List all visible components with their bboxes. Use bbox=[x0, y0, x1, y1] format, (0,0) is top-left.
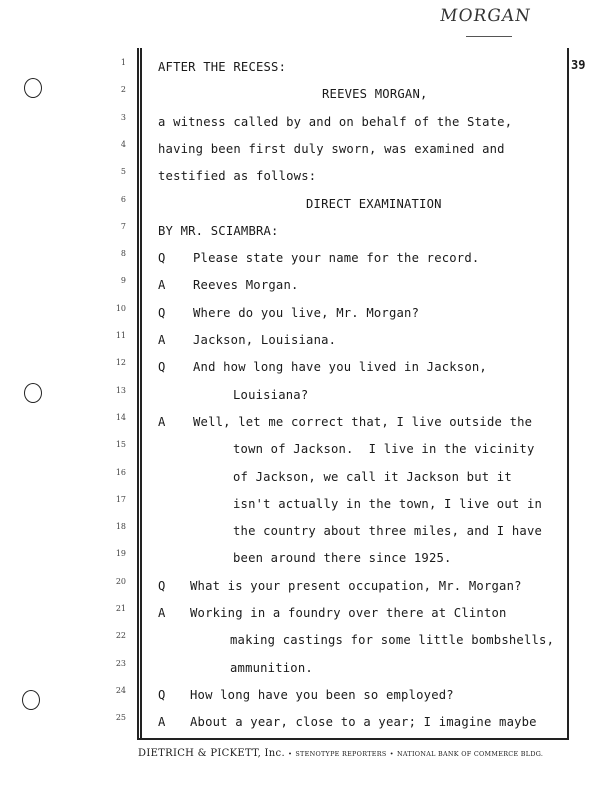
line-number: 24 bbox=[115, 685, 126, 695]
line-number: 16 bbox=[115, 467, 126, 477]
line-number: 4 bbox=[120, 139, 126, 149]
footer-separator: • bbox=[288, 750, 293, 758]
transcript-line: town of Jackson. I live in the vicinity bbox=[233, 442, 535, 457]
question-marker: Q bbox=[158, 251, 166, 266]
transcript-line: Louisiana? bbox=[233, 387, 309, 402]
transcript-line: making castings for some little bombshells, bbox=[230, 633, 555, 648]
left-margin-rule bbox=[137, 48, 139, 738]
answer-marker: A bbox=[158, 715, 166, 730]
line-number: 22 bbox=[115, 631, 126, 641]
line-number: 20 bbox=[115, 576, 126, 586]
line-number: 6 bbox=[120, 194, 126, 204]
answer-marker: A bbox=[158, 606, 166, 620]
transcript-line: of Jackson, we call it Jackson but it bbox=[233, 469, 512, 484]
answer-marker: A bbox=[158, 414, 166, 429]
binder-hole-icon bbox=[22, 690, 40, 710]
line-number: 23 bbox=[115, 658, 126, 668]
answer-marker: A bbox=[158, 333, 166, 347]
transcript-line: REEVES MORGAN, bbox=[322, 87, 428, 102]
transcript-line: having been first duly sworn, was examined and bbox=[158, 141, 505, 156]
transcript-line: the country about three miles, and I have bbox=[233, 524, 543, 539]
transcript-line: Where do you live, Mr. Morgan? bbox=[193, 305, 420, 320]
line-number: 15 bbox=[115, 440, 126, 450]
line-number: 3 bbox=[120, 112, 126, 122]
transcript-line: DIRECT EXAMINATION bbox=[306, 196, 442, 211]
page-number: 39 bbox=[571, 58, 586, 72]
line-number: 7 bbox=[120, 221, 126, 231]
line-number: 12 bbox=[115, 358, 126, 368]
question-marker: Q bbox=[158, 687, 166, 702]
line-number: 9 bbox=[120, 276, 126, 286]
line-number: 13 bbox=[115, 385, 126, 395]
line-number: 25 bbox=[115, 713, 126, 723]
footer-address: NATIONAL BANK OF COMMERCE BLDG. bbox=[396, 750, 544, 758]
transcript-line: AFTER THE RECESS: bbox=[158, 60, 287, 74]
left-margin-rule bbox=[140, 48, 142, 738]
transcript-line: About a year, close to a year; I imagine maybe bbox=[190, 715, 537, 730]
line-number: 5 bbox=[120, 167, 126, 177]
transcript-line: Well, let me correct that, I live outside the bbox=[193, 414, 533, 429]
transcript-line: isn't actually in the town, I live out in bbox=[233, 496, 543, 511]
line-number: 1 bbox=[120, 58, 126, 67]
footer-separator: • bbox=[389, 750, 394, 758]
transcript-line: ammunition. bbox=[230, 660, 313, 675]
transcript-line: Working in a foundry over there at Clinton bbox=[190, 606, 507, 620]
line-number: 21 bbox=[115, 604, 126, 613]
transcript-line: testified as follows: bbox=[158, 169, 317, 184]
line-number: 14 bbox=[115, 412, 126, 422]
binder-hole-icon bbox=[24, 78, 42, 98]
right-margin-rule bbox=[567, 48, 569, 738]
footer-firm: DIETRICH & PICKETT, Inc. bbox=[138, 748, 285, 759]
question-marker: Q bbox=[158, 578, 166, 593]
line-number: 10 bbox=[115, 303, 126, 313]
transcript-line: Please state your name for the record. bbox=[193, 251, 480, 266]
answer-marker: A bbox=[158, 278, 166, 293]
transcript-line: a witness called by and on behalf of the State, bbox=[158, 114, 513, 129]
transcript-line: And how long have you lived in Jackson, bbox=[193, 360, 487, 375]
binder-hole-icon bbox=[24, 383, 42, 403]
page-footer bbox=[138, 748, 578, 759]
line-number: 17 bbox=[115, 494, 126, 504]
transcript-line: been around there since 1925. bbox=[233, 551, 452, 566]
question-marker: Q bbox=[158, 305, 166, 320]
line-number: 11 bbox=[115, 331, 126, 340]
transcript-line: What is your present occupation, Mr. Morgan? bbox=[190, 578, 522, 593]
line-number: 2 bbox=[120, 85, 126, 95]
handwritten-underline bbox=[466, 36, 512, 37]
transcript-line: Jackson, Louisiana. bbox=[193, 333, 337, 347]
handwritten-note: MORGAN bbox=[438, 6, 533, 26]
line-number: 8 bbox=[120, 249, 126, 259]
line-number: 19 bbox=[115, 549, 126, 559]
transcript-line: BY MR. SCIAMBRA: bbox=[158, 223, 279, 238]
question-marker: Q bbox=[158, 360, 166, 375]
transcript-line: Reeves Morgan. bbox=[193, 278, 299, 293]
footer-service: STENOTYPE REPORTERS bbox=[295, 750, 387, 758]
transcript-line: How long have you been so employed? bbox=[190, 687, 454, 702]
line-number: 18 bbox=[115, 522, 126, 532]
bottom-rule bbox=[137, 738, 569, 740]
